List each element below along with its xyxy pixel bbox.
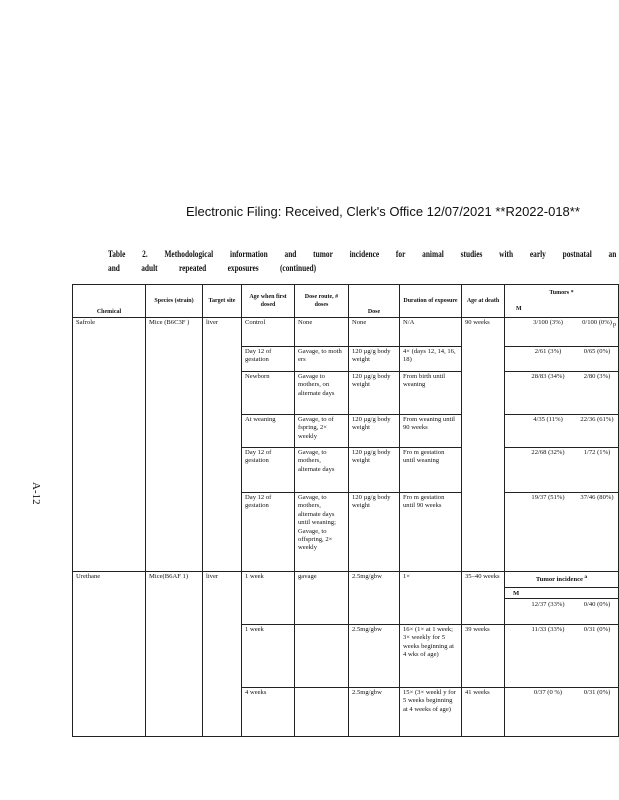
tumor-cell bbox=[505, 688, 619, 737]
caption-line1-word: for bbox=[395, 249, 406, 259]
caption-line1-word: an bbox=[608, 249, 617, 259]
duration-cell: Fro m gestation until weaning bbox=[400, 448, 462, 493]
caption-line2-word: and bbox=[108, 263, 120, 273]
tumor-cell bbox=[505, 318, 619, 347]
route-cell bbox=[295, 688, 349, 737]
col-target: Target site bbox=[203, 285, 242, 318]
col-route: Dose route, # doses bbox=[295, 285, 349, 318]
tumor-cell bbox=[505, 448, 619, 493]
chemical-cell: Safrole bbox=[73, 318, 146, 572]
tumor-female: 1/72 (1%) bbox=[583, 449, 611, 456]
dose-cell: 120 µg/g body weight bbox=[349, 347, 400, 372]
target-cell: liver bbox=[203, 572, 242, 737]
tumor-female: 0/100 (0%) bbox=[582, 319, 612, 326]
caption-line1-word: Methodological bbox=[164, 249, 214, 259]
route-cell bbox=[295, 625, 349, 688]
table-caption bbox=[108, 247, 617, 275]
tumors-mark: * bbox=[570, 289, 574, 296]
col-duration: Duration of exposure bbox=[400, 285, 462, 318]
dose-cell: 120 µg/g body weight bbox=[349, 493, 400, 572]
tumor-female: 0/65 (0%) bbox=[583, 348, 611, 355]
tumor-male: 0/37 (0 %) bbox=[533, 689, 563, 696]
header-row bbox=[73, 285, 619, 318]
tumor-cell bbox=[505, 493, 619, 572]
species-cell: Mice(B6AF 1) bbox=[146, 572, 203, 737]
tumor-male: 12/37 (33%) bbox=[531, 601, 565, 608]
data-table bbox=[72, 284, 619, 737]
tumor-cell bbox=[505, 372, 619, 415]
age-cell: 1 week bbox=[242, 625, 295, 688]
page-number: A-12 bbox=[30, 482, 42, 505]
duration-cell: From birth until weaning bbox=[400, 372, 462, 415]
chemical-cell: Urethane bbox=[73, 572, 146, 737]
tumor-male: 2/61 (3%) bbox=[534, 348, 562, 355]
age-cell: Day 12 of gestation bbox=[242, 448, 295, 493]
caption-line1-word: Table bbox=[108, 249, 126, 259]
col-tumors bbox=[505, 285, 619, 318]
age-death-cell: 90 weeks bbox=[462, 318, 505, 572]
route-cell: gavage bbox=[295, 572, 349, 625]
tumors-label: Tumors bbox=[549, 289, 570, 296]
duration-cell: Fro m gestation until 90 weeks bbox=[400, 493, 462, 572]
caption-line2-word: repeated bbox=[178, 263, 207, 273]
table-row bbox=[73, 318, 619, 347]
tumor-female: 0/40 (0%) bbox=[583, 601, 611, 608]
age-cell: At weaning bbox=[242, 415, 295, 448]
dose-cell: 2.5mg/gbw bbox=[349, 572, 400, 625]
age-cell: Day 12 of gestation bbox=[242, 493, 295, 572]
route-cell: None bbox=[295, 318, 349, 347]
tumor-female: 2/80 (3%) bbox=[583, 373, 611, 380]
duration-cell: N/A bbox=[400, 318, 462, 347]
tumor-cell bbox=[505, 625, 619, 688]
electronic-filing-header: Electronic Filing: Received, Clerk's Office 12/07/2021 **R2022-018** bbox=[186, 204, 580, 219]
duration-cell: From weaning until 90 weeks bbox=[400, 415, 462, 448]
duration-cell: 16× (1× at 1 week; 3× weekly for 5 weeks beginning at 4 wks of age) bbox=[400, 625, 462, 688]
age-cell: Newborn bbox=[242, 372, 295, 415]
tumor-male: 11/33 (33%) bbox=[531, 626, 565, 633]
age-cell: 4 weeks bbox=[242, 688, 295, 737]
caption-line1-word: animal bbox=[422, 249, 444, 259]
tumor-incidence-label: Tumor incidence bbox=[535, 576, 583, 584]
caption-line2-word: exposures bbox=[227, 263, 259, 273]
tumor-male: 3/100 (3%) bbox=[533, 319, 563, 326]
caption-line1-word: tumor bbox=[313, 249, 333, 259]
tumor-male: 4/35 (11%) bbox=[533, 416, 563, 423]
target-cell: liver bbox=[203, 318, 242, 572]
tumor-cell bbox=[505, 572, 619, 625]
caption-line2-word: (continued) bbox=[279, 263, 317, 273]
col-age: Age when first dosed bbox=[242, 285, 295, 318]
route-cell: Gavage, to mothers, alternate days bbox=[295, 448, 349, 493]
tumor-male: 28/83 (34%) bbox=[531, 373, 565, 380]
dose-cell: 120 µg/g body weight bbox=[349, 448, 400, 493]
age-death-cell: 41 weeks bbox=[462, 688, 505, 737]
age-cell: Day 12 of gestation bbox=[242, 347, 295, 372]
duration-cell: 1× bbox=[400, 572, 462, 625]
tumor-female: 0/31 (0%) bbox=[583, 626, 611, 633]
tumor-female: 22/36 (61%) bbox=[580, 416, 614, 423]
caption-line1-word: early bbox=[529, 249, 546, 259]
col-chemical: Chemical bbox=[73, 285, 146, 318]
route-cell: Gavage, to mothers, alternate days until weaning; Gavage, to offspring, 2× weekly bbox=[295, 493, 349, 572]
tumor-male: 19/37 (51%) bbox=[531, 494, 565, 501]
caption-line2-word: adult bbox=[141, 263, 158, 273]
caption-line1-word: postnatal bbox=[562, 249, 592, 259]
age-death-cell: 35–40 weeks bbox=[462, 572, 505, 625]
tumors-m-label: M bbox=[516, 306, 522, 312]
dose-cell: 2.5mg/gbw bbox=[349, 625, 400, 688]
tumor-male: 22/68 (32%) bbox=[531, 449, 565, 456]
tumor-incidence-mark: a bbox=[582, 574, 588, 580]
caption-line1-word: and bbox=[284, 249, 297, 259]
caption-line1-word: 2. bbox=[142, 249, 148, 259]
tumor-female: 37/46 (80%) bbox=[580, 494, 614, 501]
table-row bbox=[73, 572, 619, 625]
age-cell: 1 week bbox=[242, 572, 295, 625]
edge-mark: p bbox=[613, 322, 616, 328]
species-cell: Mice (B6C3F ) bbox=[146, 318, 203, 572]
dose-cell: 2.5mg/gbw bbox=[349, 688, 400, 737]
route-cell: Gavage to mothers, on alternate days bbox=[295, 372, 349, 415]
caption-line1-word: with bbox=[499, 249, 514, 259]
dose-cell: 120 µg/g body weight bbox=[349, 415, 400, 448]
duration-cell: 15× (3× weekl y for 5 weeks beginning at 4 weeks of age) bbox=[400, 688, 462, 737]
route-cell: Gavage, to moth ers bbox=[295, 347, 349, 372]
col-age-death: Age at death bbox=[462, 285, 505, 318]
route-cell: Gavage, to of fspring, 2× weekly bbox=[295, 415, 349, 448]
tumor-female: 0/31 (0%) bbox=[583, 689, 611, 696]
dose-cell: 120 µg/g body weight bbox=[349, 372, 400, 415]
col-species: Species (strain) bbox=[146, 285, 203, 318]
caption-line1-word: incidence bbox=[349, 249, 380, 259]
caption-line1-word: studies bbox=[460, 249, 483, 259]
tumor-cell bbox=[505, 415, 619, 448]
dose-cell: None bbox=[349, 318, 400, 347]
age-death-cell: 39 weeks bbox=[462, 625, 505, 688]
duration-cell: 4× (days 12, 14, 16, 18) bbox=[400, 347, 462, 372]
tumor-cell bbox=[505, 347, 619, 372]
col-dose: Dose bbox=[349, 285, 400, 318]
caption-line1-word: information bbox=[230, 249, 268, 259]
tumor-incidence-m: M bbox=[505, 590, 618, 599]
age-cell: Control bbox=[242, 318, 295, 347]
